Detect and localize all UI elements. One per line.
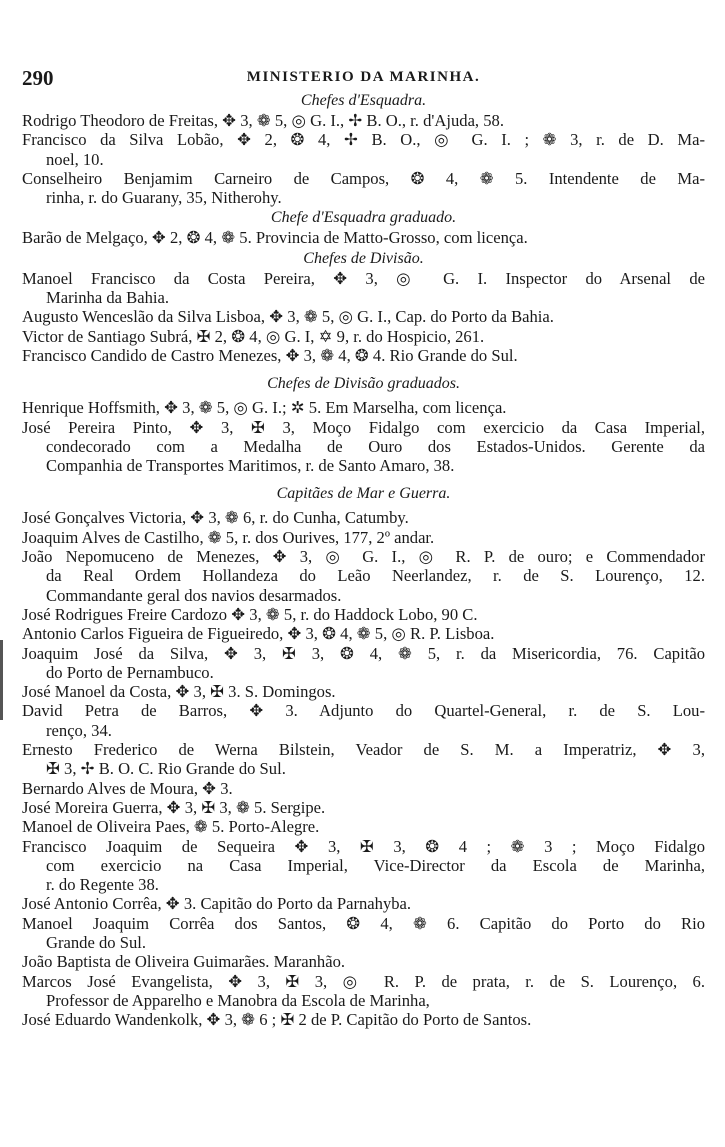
directory-entry <box>22 817 705 836</box>
directory-entry <box>22 1010 705 1029</box>
page-body <box>22 90 705 1029</box>
entry-line: David Petra de Barros, ✥ 3. Adjunto do Quartel-General, r. de S. Lou- <box>22 701 705 721</box>
directory-entry <box>22 547 705 605</box>
entry-line: Bernardo Alves de Moura, ✥ 3. <box>22 778 233 798</box>
entry-continuation-line: condecorado com a Medalha de Ouro dos Estados-Unidos. Gerente da <box>46 436 705 456</box>
entry-line: Joaquim Alves de Castilho, ❁ 5, r. dos Ourives, 177, 2º andar. <box>22 527 435 547</box>
entry-continuation-line: renço, 34. <box>46 720 112 740</box>
directory-entry <box>22 701 705 740</box>
directory-entry <box>22 346 705 365</box>
entry-line: Ernesto Frederico de Werna Bilstein, Veador de S. M. a Imperatriz, ✥ 3, <box>22 740 705 760</box>
entry-line: José Pereira Pinto, ✥ 3, ✠ 3, Moço Fidalgo com exercicio da Casa Imperial, <box>22 417 705 437</box>
entry-continuation-line: Companhia de Transportes Maritimos, r. de Santo Amaro, 38. <box>46 456 455 476</box>
entry-continuation-line: Grande do Sul. <box>46 932 147 952</box>
entry-line: Francisco da Silva Lobão, ✥ 2, ❂ 4, ✢ B. O., ◎ G. I. ; ❁ 3, r. de D. Ma- <box>22 130 705 150</box>
entry-continuation-line: r. do Regente 38. <box>46 875 159 895</box>
section-heading: Chefe d'Esquadra graduado. <box>270 209 457 227</box>
entry-line: Conselheiro Benjamim Carneiro de Campos, ❂ 4, ❁ 5. Intendente de Ma- <box>22 168 705 188</box>
page-title: MINISTERIO DA MARINHA. <box>246 69 481 85</box>
page-header <box>22 66 705 90</box>
entry-line: José Manoel da Costa, ✥ 3, ✠ 3. S. Domingos. <box>22 682 336 702</box>
directory-entry <box>22 398 705 417</box>
entry-continuation-line: Professor de Apparelho e Manobra da Escola de Marinha, <box>46 990 430 1010</box>
entry-line: Augusto Wenceslão da Silva Lisboa, ✥ 3, ❁ 5, ◎ G. I., Cap. do Porto da Bahia. <box>22 307 554 327</box>
directory-entry <box>22 130 705 169</box>
directory-entry <box>22 418 705 476</box>
directory-entry <box>22 228 705 247</box>
entry-continuation-line: rinha, r. do Guarany, 35, Nitherohy. <box>46 188 282 208</box>
scan-edge <box>0 640 3 720</box>
entry-line: Francisco Candido de Castro Menezes, ✥ 3, ❁ 4, ❂ 4. Rio Grande do Sul. <box>22 345 518 365</box>
entry-line: Henrique Hoffsmith, ✥ 3, ❁ 5, ◎ G. I.; ✲ 5. Em Marselha, com licença. <box>22 398 507 418</box>
directory-entry <box>22 972 705 1011</box>
directory-entry <box>22 914 705 953</box>
entry-line: José Gonçalves Victoria, ✥ 3, ❁ 6, r. do Cunha, Catumby. <box>22 508 409 528</box>
entry-line: Rodrigo Theodoro de Freitas, ✥ 3, ❁ 5, ◎ G. I., ✢ B. O., r. d'Ajuda, 58. <box>22 111 504 130</box>
directory-entry <box>22 307 705 326</box>
entry-line: Barão de Melgaço, ✥ 2, ❂ 4, ❁ 5. Provincia de Matto-Grosso, com licença. <box>22 228 528 248</box>
directory-entry <box>22 327 705 346</box>
section-heading: Chefes d'Esquadra. <box>300 92 427 109</box>
entry-line: José Moreira Guerra, ✥ 3, ✠ 3, ❁ 5. Sergipe. <box>22 797 326 817</box>
directory-entry <box>22 508 705 527</box>
directory-entry <box>22 528 705 547</box>
entry-line: José Antonio Corrêa, ✥ 3. Capitão do Porto da Parnahyba. <box>22 894 412 914</box>
entry-continuation-line: Commandante geral dos navios desarmados. <box>46 585 342 605</box>
page-number: 290 <box>22 66 54 90</box>
entry-continuation-line: da Real Ordem Hollandeza do Leão Neerlandez, r. de S. Lourenço, 12. <box>46 566 705 586</box>
directory-entry <box>22 837 705 895</box>
directory-entry <box>22 269 705 308</box>
entry-line: Manoel de Oliveira Paes, ❁ 5. Porto-Alegre. <box>22 817 320 837</box>
entry-continuation-line: ✠ 3, ✢ B. O. C. Rio Grande do Sul. <box>46 759 286 779</box>
directory-entry <box>22 605 705 624</box>
directory-entry <box>22 644 705 683</box>
section-heading: Chefes de Divisão. <box>303 249 424 267</box>
directory-entry <box>22 740 705 779</box>
directory-entry <box>22 624 705 643</box>
entry-line: Manoel Joaquim Corrêa dos Santos, ❂ 4, ❁ 6. Capitão do Porto do Rio <box>22 913 705 933</box>
directory-entry <box>22 111 705 130</box>
directory-entry <box>22 779 705 798</box>
directory-entry <box>22 952 705 971</box>
section-heading: Chefes de Divisão graduados. <box>267 375 460 393</box>
entry-line: João Baptista de Oliveira Guimarães. Maranhão. <box>22 952 346 972</box>
entry-line: José Rodrigues Freire Cardozo ✥ 3, ❁ 5, r. do Haddock Lobo, 90 C. <box>22 604 478 624</box>
entry-line: José Eduardo Wandenkolk, ✥ 3, ❁ 6 ; ✠ 2 de P. Capitão do Porto de Santos. <box>22 1010 532 1030</box>
entry-line: Marcos José Evangelista, ✥ 3, ✠ 3, ◎ R. P. de prata, r. de S. Lourenço, 6. <box>22 971 705 991</box>
entry-continuation-line: com exercicio na Casa Imperial, Vice-Director da Escola de Marinha, <box>46 855 705 875</box>
entry-line: Antonio Carlos Figueira de Figueiredo, ✥ 3, ❂ 4, ❁ 5, ◎ R. P. Lisboa. <box>22 624 495 644</box>
entry-line: Joaquim José da Silva, ✥ 3, ✠ 3, ❂ 4, ❁ 5, r. da Misericordia, 76. Capitão <box>22 643 705 663</box>
entry-line: Manoel Francisco da Costa Pereira, ✥ 3, ◎ G. I. Inspector do Arsenal de <box>22 268 705 288</box>
entry-continuation-line: noel, 10. <box>46 149 104 169</box>
document-page <box>22 66 705 1029</box>
entry-line: João Nepomuceno de Menezes, ✥ 3, ◎ G. I., ◎ R. P. de ouro; e Commendador <box>22 547 705 567</box>
directory-entry <box>22 682 705 701</box>
directory-entry <box>22 798 705 817</box>
entry-continuation-line: do Porto de Pernambuco. <box>46 662 214 682</box>
directory-entry <box>22 169 705 208</box>
entry-continuation-line: Marinha da Bahia. <box>46 288 170 308</box>
section-heading: Capitães de Mar e Guerra. <box>276 485 451 503</box>
entry-line: Francisco Joaquim de Sequeira ✥ 3, ✠ 3, ❂ 4 ; ❁ 3 ; Moço Fidalgo <box>22 836 705 856</box>
directory-entry <box>22 894 705 913</box>
entry-line: Victor de Santiago Subrá, ✠ 2, ❂ 4, ◎ G. I, ✡ 9, r. do Hospicio, 261. <box>22 326 485 346</box>
